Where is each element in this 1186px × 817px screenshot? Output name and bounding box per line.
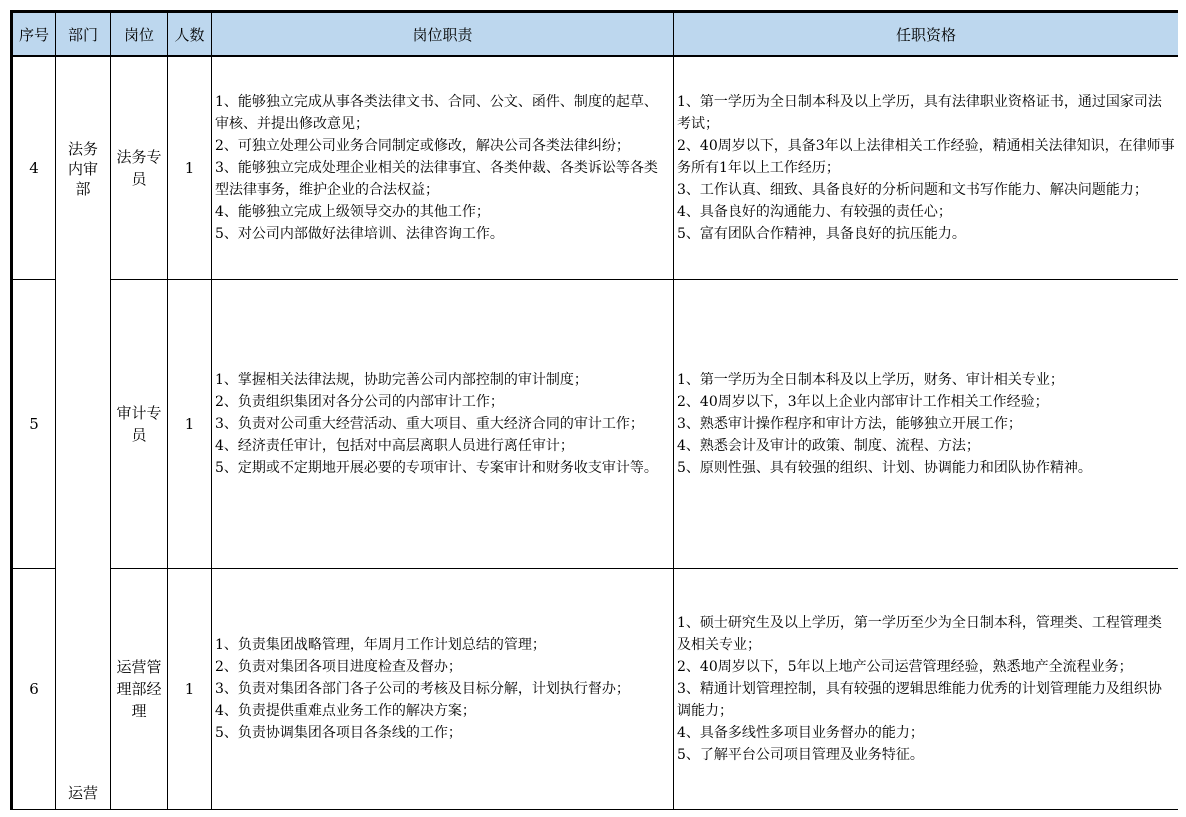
post-cell [111,280,168,569]
qual-item: 2、40周岁以下，5年以上地产公司运营管理经验，熟悉地产全流程业务； [677,659,1133,675]
duty-item: 5、负责协调集团各项目各条线的工作； [215,725,462,741]
seq-cell: 6 [12,569,56,810]
qual-item: 3、工作认真、细致、具备良好的分析问题和文书写作能力、解决问题能力； [677,182,1148,198]
job-posting-table-sheet [10,10,1178,810]
qual-item: 3、熟悉审计操作程序和审计方法，能够独立开展工作； [677,416,1022,432]
qual-item: 4、具备良好的沟通能力、有较强的责任心； [677,204,952,220]
dept-label-next: 运营 [67,784,98,802]
job-posting-table [10,10,1178,810]
post-label: 运营管理部经理 [116,658,162,720]
duty-item: 4、经济责任审计，包括对中高层离职人员进行离任审计； [215,438,574,454]
duty-item: 3、能够独立完成处理企业相关的法律事宜、各类仲裁、各类诉讼等各类型法律事务，维护企业的合法权益； [215,160,658,198]
count-cell: 1 [168,280,212,569]
duty-item: 3、负责对集团各部门各子公司的考核及目标分解，计划执行督办； [215,681,630,697]
duty-item: 1、负责集团战略管理，年周月工作计划总结的管理； [215,637,546,653]
duty-item: 3、负责对公司重大经营活动、重大项目、重大经济合同的审计工作； [215,416,644,432]
duty-item: 2、负责对集团各项目进度检查及督办； [215,659,462,675]
duty-item: 5、对公司内部做好法律培训、法律咨询工作。 [215,226,504,242]
post-label: 审计专员 [116,404,162,444]
header-seq: 序号 [12,12,56,57]
duty-item: 1、能够独立完成从事各类法律文书、合同、公文、函件、制度的起草、审核、并提出修改意见； [215,94,658,132]
qual-item: 1、第一学历为全日制本科及以上学历，财务、审计相关专业； [677,372,1064,388]
qual-item: 1、硕士研究生及以上学历，第一学历至少为全日制本科，管理类、工程管理类及相关专业； [677,615,1162,653]
header-post: 岗位 [111,12,168,57]
header-dept: 部门 [56,12,111,57]
seq-cell: 4 [12,56,56,280]
seq-cell: 5 [12,280,56,569]
quals-cell [674,280,1179,569]
dept-cell [56,56,111,810]
qual-item: 5、了解平台公司项目管理及业务特征。 [677,747,924,763]
post-cell [111,569,168,810]
qual-item: 2、40周岁以下，具备3年以上法律相关工作经验，精通相关法律知识，在律师事务所有1年以上工作经历； [677,138,1175,176]
count-cell: 1 [168,569,212,810]
header-row [12,12,1179,57]
duties-cell [212,280,674,569]
duty-item: 5、定期或不定期地开展必要的专项审计、专案审计和财务收支审计等。 [215,460,658,476]
post-label: 法务专员 [116,148,162,188]
header-count: 人数 [168,12,212,57]
duty-item: 2、可独立处理公司业务合同制定或修改，解决公司各类法律纠纷； [215,138,630,154]
qual-item: 2、40周岁以下，3年以上企业内部审计工作相关工作经验； [677,394,1049,410]
duty-item: 4、能够独立完成上级领导交办的其他工作； [215,204,490,220]
qual-item: 3、精通计划管理控制，具有较强的逻辑思维能力优秀的计划管理能力及组织协调能力； [677,681,1162,719]
qual-item: 5、富有团队合作精神，具备良好的抗压能力。 [677,226,966,242]
dept-label: 法务内审部 [67,140,98,198]
post-cell [111,56,168,280]
quals-cell [674,569,1179,810]
duties-cell [212,569,674,810]
header-quals: 任职资格 [674,12,1179,57]
table-row [12,280,1179,569]
qual-item: 4、具备多线性多项目业务督办的能力； [677,725,924,741]
duties-cell [212,56,674,280]
count-cell: 1 [168,56,212,280]
qual-item: 5、原则性强、具有较强的组织、计划、协调能力和团队协作精神。 [677,460,1092,476]
duty-item: 4、负责提供重难点业务工作的解决方案； [215,703,476,719]
qual-item: 1、第一学历为全日制本科及以上学历，具有法律职业资格证书，通过国家司法考试； [677,94,1162,132]
table-row [12,569,1179,810]
quals-cell [674,56,1179,280]
table-row [12,56,1179,280]
qual-item: 4、熟悉会计及审计的政策、制度、流程、方法； [677,438,980,454]
duty-item: 2、负责组织集团对各分公司的内部审计工作； [215,394,504,410]
duty-item: 1、掌握相关法律法规，协助完善公司内部控制的审计制度； [215,372,588,388]
header-duties: 岗位职责 [212,12,674,57]
